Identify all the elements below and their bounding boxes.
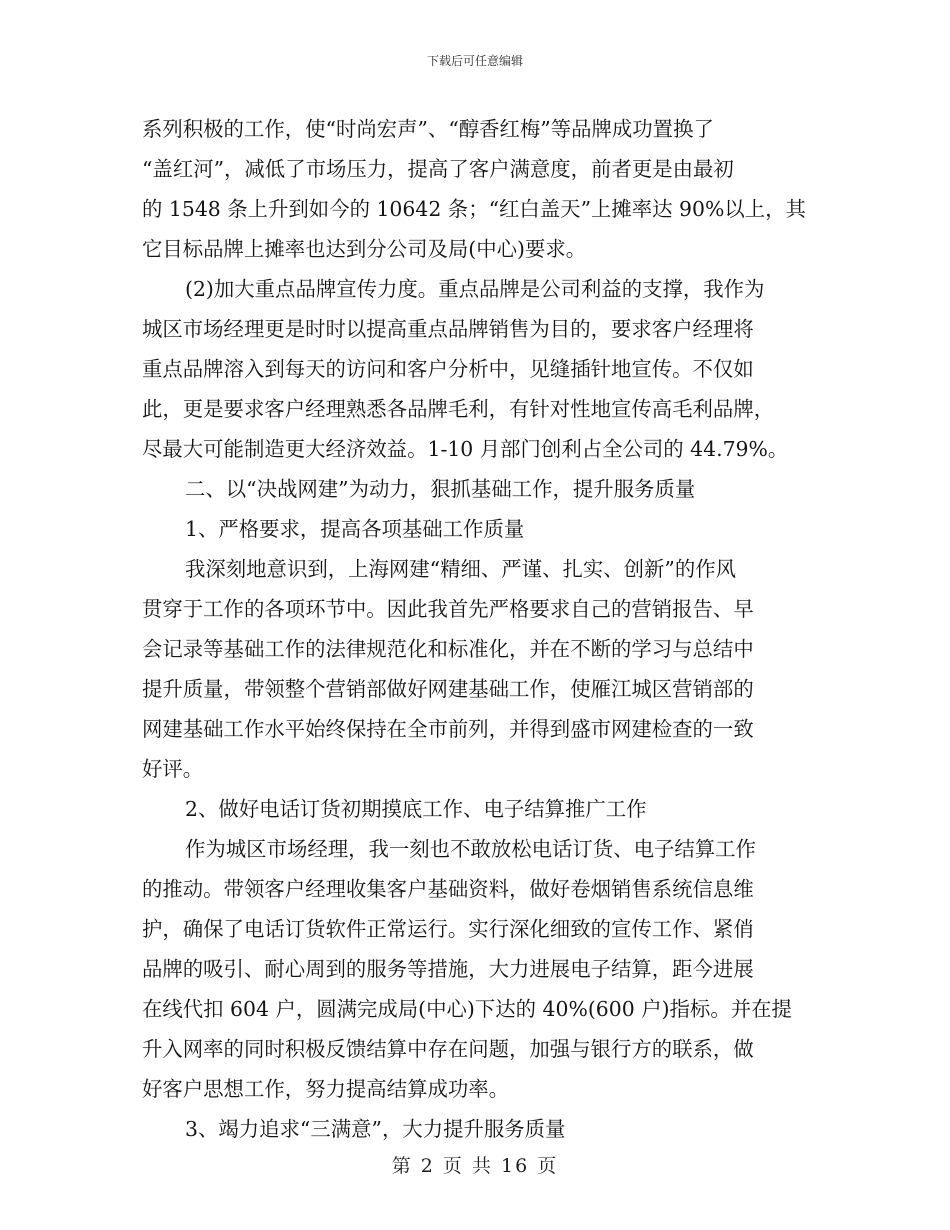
text-line: (2)加大重点品牌宣传力度。重点品牌是公司利益的支撑，我作为 [185,277,765,301]
text-line: 护，确保了电话订货软件正常运行。实行深化细致的宣传工作、紧俏 [142,917,754,941]
text-line: 提升质量，带领整个营销部做好网建基础工作，使雁江城区营销部的 [142,677,754,701]
text-line: 1、严格要求，提高各项基础工作质量 [185,517,525,541]
text-line: 好客户思想工作，努力提高结算成功率。 [142,1077,510,1101]
text-line: 重点品牌溶入到每天的访问和客户分析中，见缝插针地宣传。不仅如 [142,357,754,381]
document-body [142,109,810,1149]
text-line: 系列积极的工作，使“时尚宏声”、“醇香红梅”等品牌成功置换了 [142,117,714,141]
text-line: 好评。 [142,757,204,781]
text-line: 此，更是要求客户经理熟悉各品牌毛利，有针对性地宣传高毛利品牌， [142,397,775,421]
text-line: 我深刻地意识到，上海网建“精细、严谨、扎实、创新”的作风 [185,557,737,581]
text-line: 的推动。带领客户经理收集客户基础资料，做好卷烟销售系统信息维 [142,877,754,901]
text-line: 它目标品牌上摊率也达到分公司及局(中心)要求。 [142,237,587,261]
text-line: 作为城区市场经理，我一刻也不敢放松电话订货、电子结算工作 [185,837,756,861]
text-line: 升入网率的同时积极反馈结算中存在问题，加强与银行方的联系，做 [142,1037,754,1061]
page-number-footer: 第 2 页 共 16 页 [391,1155,559,1177]
text-line: 二、以“决战网建”为动力，狠抓基础工作，提升服务质量 [185,477,696,501]
text-line: “盖红河”，减低了市场压力，提高了客户满意度，前者更是由最初 [142,157,734,181]
text-line: 贯穿于工作的各项环节中。因此我首先严格要求自己的营销报告、早 [142,597,754,621]
text-line: 城区市场经理更是时时以提高重点品牌销售为目的，要求客户经理将 [142,317,754,341]
text-line: 网建基础工作水平始终保持在全市前列，并得到盛市网建检查的一致 [142,717,754,741]
text-line: 品牌的吸引、耐心周到的服务等措施，大力进展电子结算，距今进展 [142,957,754,981]
text-line: 2、做好电话订货初期摸底工作、电子结算推广工作 [185,797,647,821]
text-line: 会记录等基础工作的法律规范化和标准化，并在不断的学习与总结中 [142,637,754,661]
text-line: 尽最大可能制造更大经济效益。1-10 月部门创利占全公司的 44.79%。 [142,437,789,461]
text-line: 3、竭力追求“三满意”，大力提升服务质量 [185,1117,566,1141]
text-line: 的 1548 条上升到如今的 10642 条；“红白盖天”上摊率达 90%以上，其 [142,197,806,221]
page-header: 下载后可任意编辑 [426,54,523,68]
text-line: 在线代扣 604 户，圆满完成局(中心)下达的 40%(600 户)指标。并在提 [142,997,792,1021]
